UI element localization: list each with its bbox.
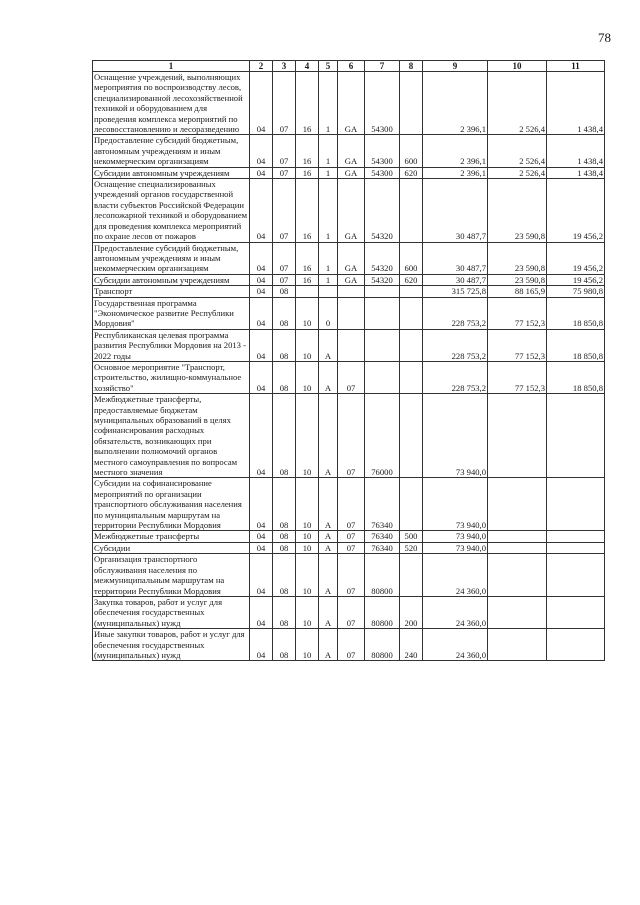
code-4-cell: А: [319, 361, 338, 393]
code-7-cell: 620: [400, 274, 423, 285]
amount-2-cell: 23 590,8: [488, 179, 547, 242]
code-2-cell: 08: [273, 361, 296, 393]
header-cell: 3: [273, 61, 296, 72]
amount-1-cell: 24 360,0: [423, 629, 488, 661]
code-2-cell: 07: [273, 242, 296, 274]
table-row: [93, 596, 605, 628]
code-7-cell: [400, 286, 423, 297]
table-row: [93, 72, 605, 135]
amount-2-cell: 2 526,4: [488, 167, 547, 178]
code-5-cell: 07: [338, 394, 365, 478]
page-number: 78: [598, 30, 611, 45]
code-4-cell: 1: [319, 135, 338, 167]
table-row: [93, 629, 605, 661]
table-row: [93, 242, 605, 274]
code-7-cell: 620: [400, 167, 423, 178]
code-6-cell: 80800: [365, 629, 400, 661]
code-3-cell: [296, 286, 319, 297]
code-1-cell: 04: [250, 179, 273, 242]
code-4-cell: 1: [319, 274, 338, 285]
code-1-cell: 04: [250, 297, 273, 329]
amount-1-cell: 30 487,7: [423, 242, 488, 274]
code-2-cell: 08: [273, 478, 296, 531]
amount-3-cell: 19 456,2: [547, 179, 605, 242]
item-name-cell: Оснащение учреждений, выполняющих мероприятия по воспроизводству лесов, специализированной лесохозяйственной техникой и оборудованием для проведения комплекса мероприятий по лесовосстановлению и лесоразведению: [93, 72, 250, 135]
item-name-cell: Республиканская целевая программа развития Республики Мордовия на 2013 - 2022 годы: [93, 329, 250, 361]
table-row: [93, 135, 605, 167]
code-6-cell: 54320: [365, 179, 400, 242]
amount-3-cell: 1 438,4: [547, 135, 605, 167]
code-2-cell: 08: [273, 329, 296, 361]
header-cell: 6: [338, 61, 365, 72]
header-cell: 10: [488, 61, 547, 72]
code-5-cell: GA: [338, 179, 365, 242]
item-name-cell: Субсидии автономным учреждениям: [93, 167, 250, 178]
table-row: [93, 274, 605, 285]
code-5-cell: GA: [338, 242, 365, 274]
code-7-cell: 600: [400, 242, 423, 274]
table-row: [93, 329, 605, 361]
amount-1-cell: 73 940,0: [423, 531, 488, 542]
code-4-cell: А: [319, 531, 338, 542]
amount-2-cell: [488, 542, 547, 553]
code-3-cell: 16: [296, 242, 319, 274]
table-row: [93, 394, 605, 478]
amount-2-cell: 77 152,3: [488, 329, 547, 361]
code-3-cell: 16: [296, 135, 319, 167]
code-1-cell: 04: [250, 542, 273, 553]
amount-3-cell: [547, 596, 605, 628]
amount-3-cell: 18 850,8: [547, 297, 605, 329]
code-6-cell: 54320: [365, 274, 400, 285]
code-5-cell: [338, 286, 365, 297]
code-6-cell: [365, 297, 400, 329]
code-6-cell: 54300: [365, 135, 400, 167]
code-2-cell: 07: [273, 72, 296, 135]
amount-3-cell: [547, 478, 605, 531]
code-6-cell: [365, 286, 400, 297]
code-3-cell: 10: [296, 542, 319, 553]
code-4-cell: А: [319, 629, 338, 661]
amount-1-cell: 315 725,8: [423, 286, 488, 297]
item-name-cell: Межбюджетные трансферты: [93, 531, 250, 542]
code-2-cell: 08: [273, 286, 296, 297]
amount-2-cell: 77 152,3: [488, 361, 547, 393]
table-header: [93, 61, 605, 72]
item-name-cell: Субсидии: [93, 542, 250, 553]
code-6-cell: 54320: [365, 242, 400, 274]
amount-2-cell: [488, 394, 547, 478]
item-name-cell: Иные закупки товаров, работ и услуг для обеспечения государственных (муниципальных) нужд: [93, 629, 250, 661]
amount-1-cell: 2 396,1: [423, 72, 488, 135]
item-name-cell: Транспорт: [93, 286, 250, 297]
code-1-cell: 04: [250, 167, 273, 178]
amount-1-cell: 24 360,0: [423, 554, 488, 597]
code-7-cell: [400, 554, 423, 597]
code-3-cell: 10: [296, 394, 319, 478]
amount-1-cell: 30 487,7: [423, 274, 488, 285]
code-1-cell: 04: [250, 531, 273, 542]
amount-1-cell: 73 940,0: [423, 394, 488, 478]
amount-1-cell: 228 753,2: [423, 297, 488, 329]
code-5-cell: GA: [338, 135, 365, 167]
amount-1-cell: 228 753,2: [423, 329, 488, 361]
code-4-cell: А: [319, 394, 338, 478]
code-2-cell: 07: [273, 179, 296, 242]
table-row: [93, 286, 605, 297]
amount-3-cell: 1 438,4: [547, 167, 605, 178]
item-name-cell: Организация транспортного обслуживания населения по межмуниципальным маршрутам на территории Республики Мордовия: [93, 554, 250, 597]
amount-3-cell: [547, 542, 605, 553]
table-row: [93, 531, 605, 542]
code-5-cell: 07: [338, 629, 365, 661]
amount-2-cell: [488, 554, 547, 597]
code-3-cell: 10: [296, 361, 319, 393]
code-7-cell: [400, 179, 423, 242]
code-5-cell: 07: [338, 478, 365, 531]
code-7-cell: [400, 361, 423, 393]
header-cell: 9: [423, 61, 488, 72]
amount-2-cell: 2 526,4: [488, 135, 547, 167]
table-row: [93, 542, 605, 553]
code-7-cell: [400, 394, 423, 478]
code-4-cell: А: [319, 554, 338, 597]
code-4-cell: 0: [319, 297, 338, 329]
item-name-cell: Закупка товаров, работ и услуг для обеспечения государственных (муниципальных) нужд: [93, 596, 250, 628]
code-7-cell: 520: [400, 542, 423, 553]
header-cell: 11: [547, 61, 605, 72]
code-1-cell: 04: [250, 286, 273, 297]
amount-2-cell: 2 526,4: [488, 72, 547, 135]
code-6-cell: 76000: [365, 394, 400, 478]
amount-1-cell: 228 753,2: [423, 361, 488, 393]
code-2-cell: 08: [273, 596, 296, 628]
code-3-cell: 16: [296, 72, 319, 135]
amount-3-cell: 19 456,2: [547, 274, 605, 285]
item-name-cell: Предоставление субсидий бюджетным, автономным учреждениям и иным некоммерческим организациям: [93, 135, 250, 167]
code-4-cell: 1: [319, 167, 338, 178]
code-7-cell: [400, 478, 423, 531]
item-name-cell: Государственная программа "Экономическое развитие Республики Мордовия": [93, 297, 250, 329]
code-5-cell: 07: [338, 554, 365, 597]
code-3-cell: 10: [296, 596, 319, 628]
code-4-cell: 1: [319, 72, 338, 135]
code-2-cell: 08: [273, 394, 296, 478]
amount-2-cell: 23 590,8: [488, 242, 547, 274]
code-5-cell: 07: [338, 542, 365, 553]
code-1-cell: 04: [250, 329, 273, 361]
table-row: [93, 167, 605, 178]
amount-3-cell: 19 456,2: [547, 242, 605, 274]
code-3-cell: 10: [296, 478, 319, 531]
header-cell: 8: [400, 61, 423, 72]
code-1-cell: 04: [250, 478, 273, 531]
code-2-cell: 08: [273, 554, 296, 597]
header-row: [93, 61, 605, 72]
item-name-cell: Основное мероприятие "Транспорт, строительство, жилищно-коммунальное хозяйство": [93, 361, 250, 393]
amount-1-cell: 73 940,0: [423, 542, 488, 553]
code-2-cell: 07: [273, 274, 296, 285]
table-row: [93, 179, 605, 242]
code-4-cell: А: [319, 542, 338, 553]
code-6-cell: [365, 361, 400, 393]
code-4-cell: 1: [319, 242, 338, 274]
code-5-cell: 07: [338, 531, 365, 542]
code-7-cell: [400, 329, 423, 361]
item-name-cell: Субсидии автономным учреждениям: [93, 274, 250, 285]
code-2-cell: 08: [273, 542, 296, 553]
code-3-cell: 10: [296, 554, 319, 597]
code-2-cell: 07: [273, 135, 296, 167]
code-1-cell: 04: [250, 135, 273, 167]
amount-2-cell: [488, 629, 547, 661]
amount-1-cell: 2 396,1: [423, 135, 488, 167]
code-3-cell: 16: [296, 167, 319, 178]
code-2-cell: 08: [273, 531, 296, 542]
code-4-cell: [319, 286, 338, 297]
table-row: [93, 554, 605, 597]
code-7-cell: 600: [400, 135, 423, 167]
amount-2-cell: [488, 478, 547, 531]
code-1-cell: 04: [250, 394, 273, 478]
budget-table: [92, 60, 605, 661]
code-5-cell: GA: [338, 72, 365, 135]
amount-3-cell: [547, 531, 605, 542]
amount-3-cell: 18 850,8: [547, 361, 605, 393]
amount-2-cell: [488, 531, 547, 542]
code-5-cell: GA: [338, 274, 365, 285]
amount-3-cell: [547, 629, 605, 661]
table-body: [93, 72, 605, 661]
code-4-cell: А: [319, 596, 338, 628]
code-1-cell: 04: [250, 361, 273, 393]
amount-3-cell: 75 980,8: [547, 286, 605, 297]
code-1-cell: 04: [250, 629, 273, 661]
code-5-cell: 07: [338, 361, 365, 393]
code-7-cell: 200: [400, 596, 423, 628]
item-name-cell: Предоставление субсидий бюджетным, автономным учреждениям и иным некоммерческим организациям: [93, 242, 250, 274]
amount-1-cell: 24 360,0: [423, 596, 488, 628]
code-4-cell: А: [319, 329, 338, 361]
code-5-cell: 07: [338, 596, 365, 628]
code-4-cell: А: [319, 478, 338, 531]
header-cell: 4: [296, 61, 319, 72]
table-row: [93, 297, 605, 329]
code-5-cell: GA: [338, 167, 365, 178]
code-6-cell: 76340: [365, 542, 400, 553]
header-cell: 5: [319, 61, 338, 72]
code-3-cell: 10: [296, 297, 319, 329]
table-row: [93, 361, 605, 393]
code-7-cell: 500: [400, 531, 423, 542]
item-name-cell: Субсидии на софинансирование мероприятий по организации транспортного обслуживания населения по муниципальным маршрутам на территории Республики Мордовия: [93, 478, 250, 531]
code-2-cell: 07: [273, 167, 296, 178]
amount-1-cell: 73 940,0: [423, 478, 488, 531]
code-6-cell: 80800: [365, 554, 400, 597]
code-6-cell: 54300: [365, 72, 400, 135]
code-7-cell: [400, 297, 423, 329]
code-1-cell: 04: [250, 554, 273, 597]
code-5-cell: [338, 329, 365, 361]
header-cell: 7: [365, 61, 400, 72]
amount-3-cell: 18 850,8: [547, 329, 605, 361]
item-name-cell: Межбюджетные трансферты, предоставляемые бюджетам муниципальных образований в целях софинансирования расходных обязательств, возникающих при выполнении полномочий органов местного самоуправления по вопросам местного значения: [93, 394, 250, 478]
amount-1-cell: 30 487,7: [423, 179, 488, 242]
header-cell: 2: [250, 61, 273, 72]
amount-3-cell: 1 438,4: [547, 72, 605, 135]
code-6-cell: 76340: [365, 531, 400, 542]
code-6-cell: [365, 329, 400, 361]
code-7-cell: 240: [400, 629, 423, 661]
amount-2-cell: [488, 596, 547, 628]
amount-2-cell: 88 165,9: [488, 286, 547, 297]
code-1-cell: 04: [250, 274, 273, 285]
code-1-cell: 04: [250, 72, 273, 135]
amount-3-cell: [547, 394, 605, 478]
table-row: [93, 478, 605, 531]
code-6-cell: 54300: [365, 167, 400, 178]
code-2-cell: 08: [273, 297, 296, 329]
code-1-cell: 04: [250, 242, 273, 274]
amount-2-cell: 77 152,3: [488, 297, 547, 329]
code-6-cell: 76340: [365, 478, 400, 531]
header-cell: 1: [93, 61, 250, 72]
code-3-cell: 10: [296, 329, 319, 361]
code-3-cell: 10: [296, 629, 319, 661]
amount-2-cell: 23 590,8: [488, 274, 547, 285]
code-1-cell: 04: [250, 596, 273, 628]
item-name-cell: Оснащение специализированных учреждений органов государственной власти субъектов Российской Федерации лесопожарной техникой и оборудованием для проведения комплекса мероприятий по охране лесов от пожаров: [93, 179, 250, 242]
code-7-cell: [400, 72, 423, 135]
code-6-cell: 80800: [365, 596, 400, 628]
amount-1-cell: 2 396,1: [423, 167, 488, 178]
code-3-cell: 16: [296, 274, 319, 285]
code-5-cell: [338, 297, 365, 329]
code-3-cell: 10: [296, 531, 319, 542]
code-3-cell: 16: [296, 179, 319, 242]
code-2-cell: 08: [273, 629, 296, 661]
code-4-cell: 1: [319, 179, 338, 242]
amount-3-cell: [547, 554, 605, 597]
